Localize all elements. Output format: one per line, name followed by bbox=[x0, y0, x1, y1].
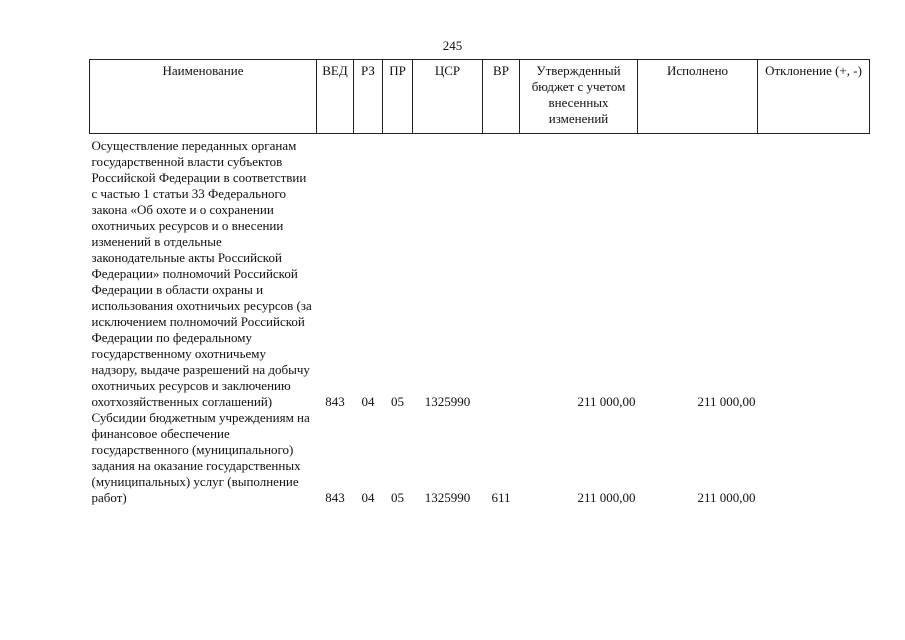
row-deviation bbox=[758, 410, 870, 506]
row-executed: 211 000,00 bbox=[697, 394, 756, 409]
row-rz: 04 bbox=[361, 394, 375, 409]
header-name: Наименование bbox=[90, 60, 317, 134]
header-approved: Утвержденный бюджет с учетом внесенных изменений bbox=[520, 60, 638, 134]
row-approved: 211 000,00 bbox=[577, 490, 636, 505]
row-csr: 1325990 bbox=[424, 394, 471, 409]
row-ved: 843 bbox=[325, 394, 345, 409]
header-csr: ЦСР bbox=[413, 60, 483, 134]
table-row bbox=[90, 134, 870, 411]
header-ved: ВЕД bbox=[317, 60, 354, 134]
page-number: 245 bbox=[442, 38, 463, 53]
row-rz: 04 bbox=[361, 490, 375, 505]
header-pr: ПР bbox=[383, 60, 413, 134]
header-executed: Исполнено bbox=[638, 60, 758, 134]
row-pr: 05 bbox=[391, 394, 404, 409]
table-row bbox=[90, 410, 870, 506]
header-deviation: Отклонение (+, -) bbox=[758, 60, 870, 134]
table-header-row bbox=[90, 60, 870, 134]
budget-table bbox=[89, 59, 870, 506]
row-ved: 843 bbox=[325, 490, 345, 505]
row-deviation bbox=[758, 134, 870, 411]
header-rz: РЗ bbox=[354, 60, 383, 134]
row-approved: 211 000,00 bbox=[577, 394, 636, 409]
header-vr: ВР bbox=[483, 60, 520, 134]
row-vr: 611 bbox=[491, 490, 511, 505]
row-executed: 211 000,00 bbox=[697, 490, 756, 505]
row-csr: 1325990 bbox=[424, 490, 471, 505]
row-name: Субсидии бюджетным учреждениям на финансовое обеспечение государственного (муниципального) задания на оказание государственных (муниципальных) услуг (выполнение работ) bbox=[91, 410, 310, 505]
row-pr: 05 bbox=[391, 490, 404, 505]
row-name: Осуществление переданных органам государственной власти субъектов Российской Федерации в соответствии с частью 1 статьи 33 Федерального закона «Об охоте и о сохранении охотничьих ресурсов и о внесении изменений в отдельные законодательные акты Российской Федерации» полномочий Российской Федерации в области охраны и использования охотничьих ресурсов (за исключением полномочий Российской Федерации по федеральному государственному охотничьему надзору, выдаче разрешений на добычу охотничьих ресурсов и заключению охотхозяйственных соглашений) bbox=[91, 138, 312, 409]
row-vr bbox=[483, 134, 520, 411]
